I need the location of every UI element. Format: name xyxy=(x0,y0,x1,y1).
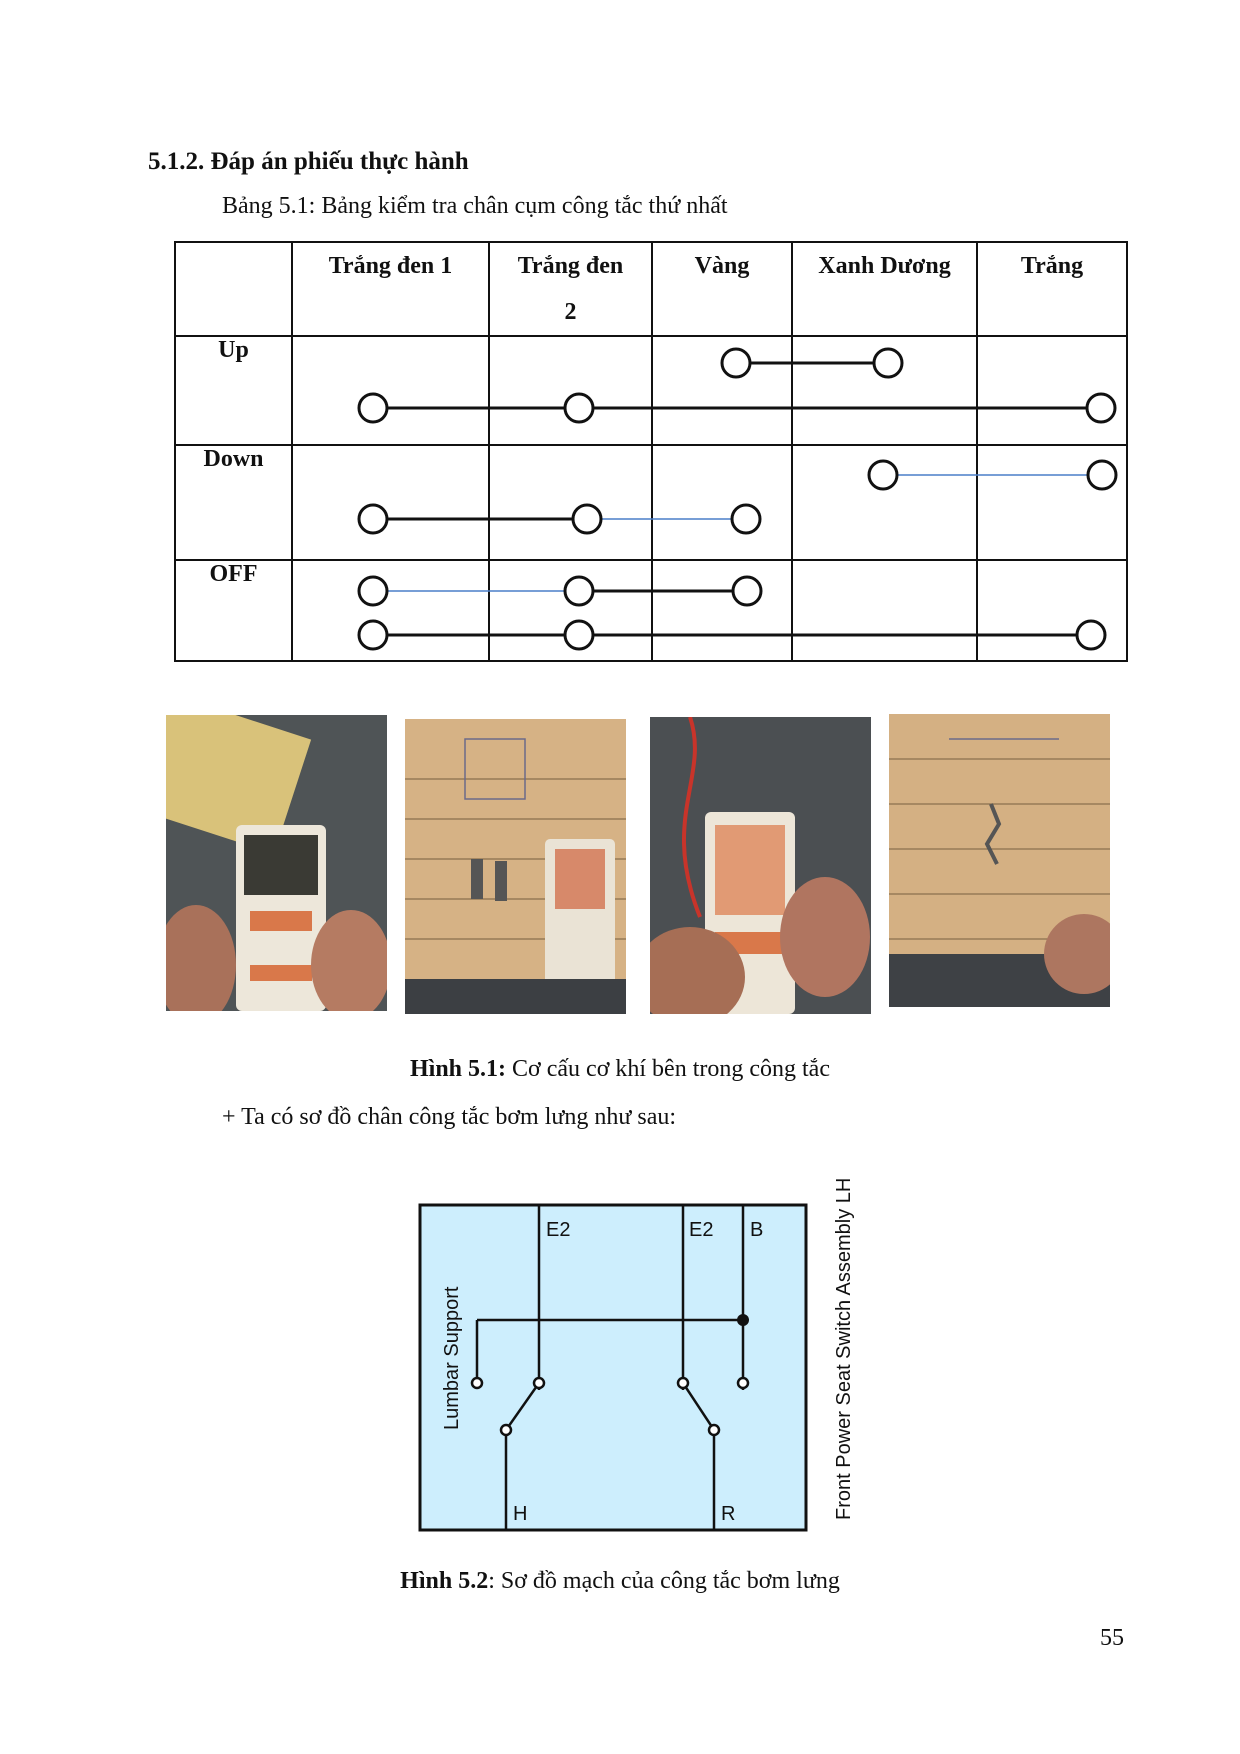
terminal xyxy=(472,1378,482,1388)
column-header: Trắng xyxy=(977,242,1127,336)
pin-circle xyxy=(565,577,593,605)
figure-1-caption xyxy=(0,1056,1240,1083)
column-header-line: 2 xyxy=(564,299,577,325)
row-label: OFF xyxy=(175,560,292,661)
pin-circle xyxy=(732,505,760,533)
page-number: 55 xyxy=(1100,1625,1124,1651)
pin-circle xyxy=(1088,461,1116,489)
pin-circle xyxy=(722,349,750,377)
switch-photo-1 xyxy=(166,715,387,1011)
pin-circle xyxy=(1077,621,1105,649)
column-header-line: Trắng đen xyxy=(517,253,624,279)
terminal xyxy=(501,1425,511,1435)
section-heading: 5.1.2. Đáp án phiếu thực hành xyxy=(148,148,469,175)
column-header: Vàng xyxy=(652,242,792,336)
column-header: Xanh Dương xyxy=(792,242,977,336)
lumbar-switch-circuit-diagram xyxy=(400,1140,880,1540)
figure-2-text: : Sơ đồ mạch của công tắc bơm lưng xyxy=(488,1568,840,1594)
figure-2-label: Hình 5.2 xyxy=(400,1568,489,1594)
intro-text: + Ta có sơ đồ chân công tắc bơm lưng như sau: xyxy=(222,1104,677,1130)
table-caption: Bảng 5.1: Bảng kiểm tra chân cụm công tắc thứ nhất xyxy=(222,193,728,219)
pin-circle xyxy=(733,577,761,605)
lumbar-support-label: Lumbar Support xyxy=(441,1286,463,1430)
pin-label-h: H xyxy=(513,1503,528,1525)
terminal xyxy=(709,1425,719,1435)
pin-circle xyxy=(874,349,902,377)
assembly-label: Front Power Seat Switch Assembly LH xyxy=(833,1177,855,1520)
pin-label-e2-right: E2 xyxy=(689,1219,714,1241)
row-label: Down xyxy=(175,445,292,560)
pin-label-b: B xyxy=(750,1219,764,1241)
terminal xyxy=(738,1378,748,1388)
switch-photo-3 xyxy=(650,717,871,1014)
pin-circle xyxy=(359,505,387,533)
pin-circle xyxy=(359,577,387,605)
figure-2-caption xyxy=(0,1568,1240,1595)
row-label: Up xyxy=(175,336,292,445)
pin-label-e2-left: E2 xyxy=(546,1219,571,1241)
figure-1-label: Hình 5.1: xyxy=(410,1056,507,1082)
switch-photo-4 xyxy=(889,714,1110,1007)
pin-circle xyxy=(565,621,593,649)
pin-circle xyxy=(565,394,593,422)
column-header: Trắng đen 1 xyxy=(292,242,489,336)
pin-connection-overlay xyxy=(174,241,1126,661)
junction-dot xyxy=(737,1314,749,1326)
terminal xyxy=(678,1378,688,1388)
pin-circle xyxy=(359,621,387,649)
figure-1-text: Cơ cấu cơ khí bên trong công tắc xyxy=(506,1056,830,1082)
terminal xyxy=(534,1378,544,1388)
switch-photo-2 xyxy=(405,719,626,1014)
pin-label-r: R xyxy=(721,1503,736,1525)
pin-circle xyxy=(359,394,387,422)
pin-circle xyxy=(573,505,601,533)
pin-circle xyxy=(1087,394,1115,422)
pin-circle xyxy=(869,461,897,489)
